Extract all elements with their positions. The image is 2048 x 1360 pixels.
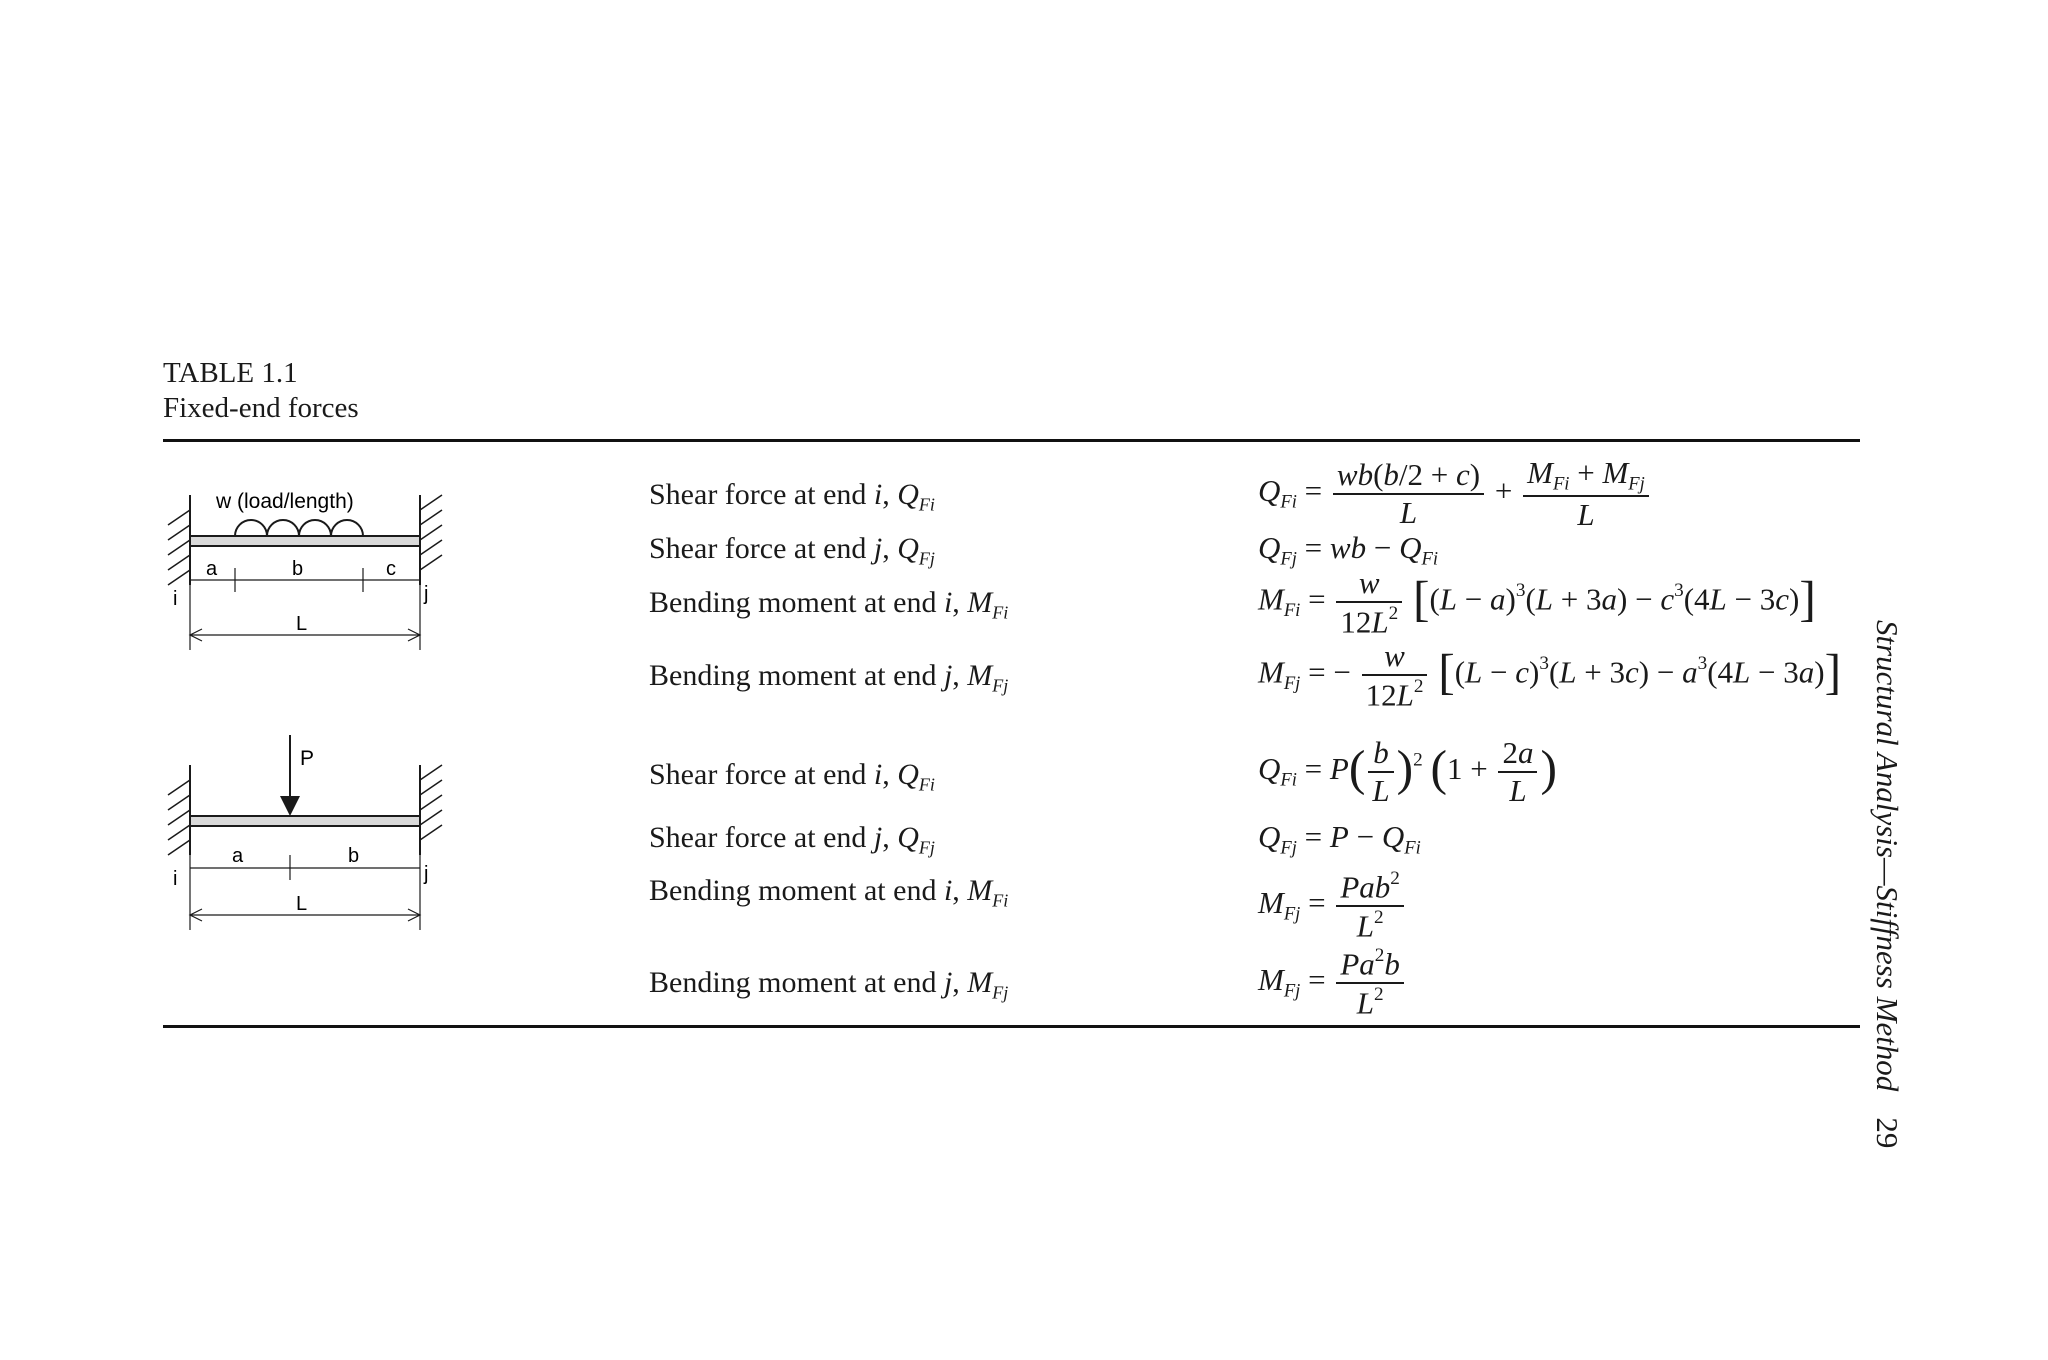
table-caption: [163, 356, 359, 426]
dim-a-label: a: [232, 845, 244, 867]
uniform-load-beam-svg: [150, 480, 480, 670]
end-i-label: i: [173, 588, 178, 610]
row-desc: Shear force at end i, $Q_{Fi}$: [649, 478, 935, 515]
row-desc: Bending moment at end i, $M_{Fi}$: [649, 586, 1009, 623]
point-load-arrowhead: [280, 796, 300, 816]
row-desc: Bending moment at end j, $M_{Fj}$: [649, 659, 1009, 696]
row-desc: Bending moment at end i, $M_{Fi}$: [649, 874, 1009, 911]
table-label: TABLE 1.1: [163, 357, 298, 389]
dim-L-label: L: [296, 613, 308, 635]
load-label: w (load/length): [216, 490, 354, 513]
running-head-title: Structural Analysis—Stiffness Method: [1870, 620, 1905, 1092]
dim-b-label: b: [292, 558, 304, 580]
end-j-label: j: [424, 583, 429, 605]
table-bottom-rule: [163, 1025, 1860, 1028]
formula-mfi-point: $M_{Fj}$ = $\frac{Pab^2}{L^2}$: [1258, 868, 1407, 944]
page-number: 29: [1870, 1117, 1905, 1149]
end-j-label: j: [424, 863, 429, 885]
formula-qfj-uniform: $Q_{Fj}$ = wb − $Q_{Fi}$: [1258, 530, 1438, 570]
load-label: P: [300, 747, 315, 770]
running-head: [1869, 620, 1905, 1148]
formula-mfj-uniform: $M_{Fj}$ = − $\frac{w}{12L^2}$ $[(L - c)^3(L + 3c) - a^3(4L - 3a)]$: [1258, 638, 1842, 713]
point-load-beam-svg: [150, 720, 480, 940]
formula-qfi-point: $Q_{Fi} = P$( $\frac{b}{L}$ )$^2$ (1 + $\frac{2a}{L}$ ): [1258, 735, 1557, 808]
row-desc: Bending moment at end j, $M_{Fj}$: [649, 966, 1009, 1003]
formula-mfj-point: $M_{Fj}$ = $\frac{Pa^2b}{L^2}$: [1258, 945, 1407, 1021]
dim-c-label: c: [386, 558, 396, 580]
end-i-label: i: [173, 868, 178, 890]
dim-b-label: b: [348, 845, 360, 867]
row-desc: Shear force at end j, $Q_{Fj}$: [649, 532, 935, 569]
dim-a-label: a: [206, 558, 218, 580]
dim-L-label: L: [296, 893, 308, 915]
table-top-rule: [163, 439, 1860, 442]
point-load-beam-diagram: [150, 720, 480, 945]
table-title: Fixed-end forces: [163, 392, 359, 424]
formula-mfi-uniform: $M_{Fi}$ = $\frac{w}{12L^2}$ $[(L - a)^3(L + 3a) - c^3(4L - 3c)]$: [1258, 565, 1816, 640]
row-desc: Shear force at end j, $Q_{Fj}$: [649, 821, 935, 858]
formula-qfj-point: $Q_{Fj} = P - Q_{Fi}$: [1258, 819, 1421, 859]
row-desc: Shear force at end i, $Q_{Fi}$: [649, 758, 935, 795]
uniform-load-beam-diagram: [150, 480, 480, 675]
formula-qfi-uniform: $Q_{Fi}$ = $\frac{wb(b/2 + c)}{L}$ + $\frac{M_{Fi} + M_{Fj}}{L}$: [1258, 455, 1652, 533]
